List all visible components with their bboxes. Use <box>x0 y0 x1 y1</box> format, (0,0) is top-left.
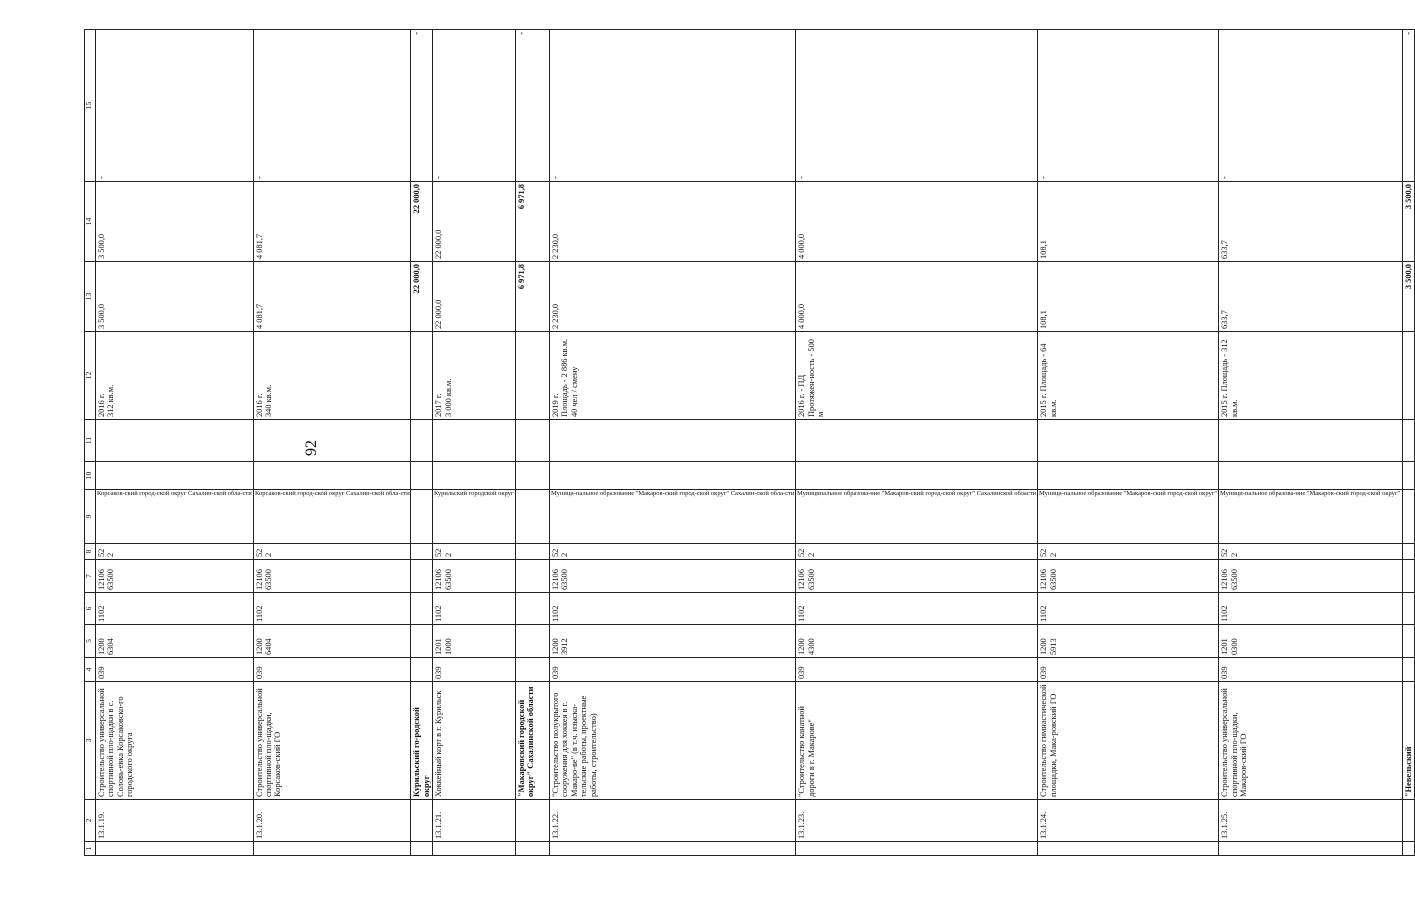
empty-cell <box>253 842 411 856</box>
empty-cell <box>515 625 549 658</box>
empty-cell <box>411 800 433 842</box>
table-row <box>96 30 254 856</box>
empty-cell <box>411 842 433 856</box>
expense-code: 522 <box>549 544 795 560</box>
col-number: 10 <box>85 462 96 490</box>
col-number: 4 <box>85 658 96 682</box>
year-capacity: 2015 г. Площадь - 64 кв.м. <box>1038 332 1219 420</box>
empty-cell <box>549 462 795 490</box>
table-row <box>253 30 411 856</box>
year-capacity: 2016 г. 312 кв.м. <box>96 332 254 420</box>
group-next: - <box>515 30 549 182</box>
year-capacity: 2019 г. Площадь - 2 886 кв.м. 40 чел / смену <box>549 332 795 420</box>
target-code: 12106 63500 <box>96 560 254 593</box>
group-row <box>1402 30 1414 856</box>
empty-cell <box>796 462 1038 490</box>
amount-next: - <box>253 30 411 182</box>
ministry-code: 039 <box>1219 658 1402 682</box>
group-next: - <box>411 30 433 182</box>
col-number: 15 <box>85 30 96 182</box>
expense-code: 522 <box>253 544 411 560</box>
amount-total: 108,1 <box>1038 262 1219 332</box>
col-number: 9 <box>85 490 96 544</box>
page-number: 92 <box>303 440 320 456</box>
table-row <box>549 30 795 856</box>
object-code: 1201 1000 <box>433 625 516 658</box>
ministry-code: 039 <box>96 658 254 682</box>
empty-cell <box>1402 420 1414 462</box>
empty-cell <box>515 658 549 682</box>
item-number: 13.1.21. <box>433 800 516 842</box>
target-code: 12106 63500 <box>1038 560 1219 593</box>
empty-cell <box>1402 625 1414 658</box>
ministry-code: 039 <box>433 658 516 682</box>
empty-cell <box>411 420 433 462</box>
group-year: 22 000,0 <box>411 182 433 262</box>
amount-year: 22 000,0 <box>433 182 516 262</box>
amount-next: - <box>96 30 254 182</box>
object-name: Хоккейный корт в г. Курильск <box>433 682 516 800</box>
amount-total: 4 081,7 <box>253 262 411 332</box>
municipality: Муниципальное образова-ние "Макаров-ский город-ской округ" Сахалинской области <box>796 490 1038 544</box>
municipality: Курильский городской округ <box>433 490 516 544</box>
empty-cell <box>515 544 549 560</box>
col-number: 5 <box>85 625 96 658</box>
empty-cell <box>1038 842 1219 856</box>
empty-cell <box>515 842 549 856</box>
ministry-code: 039 <box>1038 658 1219 682</box>
col-number: 14 <box>85 182 96 262</box>
empty-cell <box>796 420 1038 462</box>
empty-cell <box>515 490 549 544</box>
empty-cell <box>411 544 433 560</box>
amount-total: 22 000,0 <box>433 262 516 332</box>
year-capacity: 2015 г. Площадь - 312 кв.м. <box>1219 332 1402 420</box>
table-row <box>433 30 516 856</box>
item-number: 13.1.24. <box>1038 800 1219 842</box>
amount-year: 633,7 <box>1219 182 1402 262</box>
year-capacity: 2017 г. 3 000 кв.м. <box>433 332 516 420</box>
target-code: 12106 63500 <box>549 560 795 593</box>
empty-cell <box>1219 420 1402 462</box>
amount-year: 108,1 <box>1038 182 1219 262</box>
empty-cell <box>411 560 433 593</box>
empty-cell <box>515 332 549 420</box>
ministry-code: 039 <box>253 658 411 682</box>
target-code: 12106 63500 <box>1219 560 1402 593</box>
amount-next: - <box>549 30 795 182</box>
budget-table-sheet <box>84 30 1413 856</box>
item-number: 13.1.25. <box>1219 800 1402 842</box>
item-number: 13.1.22. <box>549 800 795 842</box>
section-code: 1102 <box>549 593 795 625</box>
group-total: 6 971,8 <box>515 262 549 332</box>
section-code: 1102 <box>1038 593 1219 625</box>
column-number-row <box>85 30 96 856</box>
table-row <box>1038 30 1219 856</box>
empty-cell <box>411 625 433 658</box>
empty-cell <box>1402 462 1414 490</box>
col-number: 2 <box>85 800 96 842</box>
empty-cell <box>1219 462 1402 490</box>
amount-year: 2 230,0 <box>549 182 795 262</box>
empty-cell <box>253 420 411 462</box>
target-code: 12106 63500 <box>433 560 516 593</box>
amount-total: 3 500,0 <box>96 262 254 332</box>
amount-next: - <box>433 30 516 182</box>
group-name: Курильский го-родской округ <box>411 682 433 800</box>
group-row <box>515 30 549 856</box>
empty-cell <box>796 842 1038 856</box>
empty-cell <box>96 842 254 856</box>
empty-cell <box>1402 560 1414 593</box>
expense-code: 522 <box>1038 544 1219 560</box>
amount-next: - <box>796 30 1038 182</box>
object-name: Строительство гимнастической площадки, Мака-ровский ГО <box>1038 682 1219 800</box>
group-name: "Невельский <box>1402 682 1414 800</box>
budget-table <box>84 29 1415 856</box>
col-number: 3 <box>85 682 96 800</box>
group-year: 3 500,0 <box>1402 182 1414 262</box>
object-name: Строительство универсальной спортивной пло-щадки, Макаров-ский ГО <box>1219 682 1402 800</box>
empty-cell <box>1402 842 1414 856</box>
expense-code: 522 <box>796 544 1038 560</box>
item-number: 13.1.23. <box>796 800 1038 842</box>
empty-cell <box>411 332 433 420</box>
group-row <box>411 30 433 856</box>
empty-cell <box>1038 462 1219 490</box>
empty-cell <box>96 462 254 490</box>
table-row <box>796 30 1038 856</box>
object-code: 1200 3912 <box>549 625 795 658</box>
object-name: "Строительство канатной дороги в г. Макарове" <box>796 682 1038 800</box>
object-code: 1200 6304 <box>96 625 254 658</box>
expense-code: 522 <box>1219 544 1402 560</box>
empty-cell <box>549 420 795 462</box>
municipality: Муници-пальное образование "Макаров-ский город-ской округ" Сахалин-ской обла-сти <box>549 490 795 544</box>
table-row <box>1219 30 1402 856</box>
col-number: 12 <box>85 332 96 420</box>
empty-cell <box>1402 658 1414 682</box>
object-code: 1201 0300 <box>1219 625 1402 658</box>
empty-cell <box>1402 800 1414 842</box>
object-code: 1200 6404 <box>253 625 411 658</box>
municipality: Корсаков-ский город-ской округ Сахалин-ской обла-сти <box>253 490 411 544</box>
empty-cell <box>433 462 516 490</box>
empty-cell <box>549 842 795 856</box>
empty-cell <box>1402 332 1414 420</box>
amount-next: - <box>1038 30 1219 182</box>
amount-total: 4 000,0 <box>796 262 1038 332</box>
section-code: 1102 <box>433 593 516 625</box>
item-number: 13.1.19. <box>96 800 254 842</box>
year-capacity: 2016 г. - ПД Протяжен-ность - 500 м <box>796 332 1038 420</box>
empty-cell <box>1402 544 1414 560</box>
col-number: 13 <box>85 262 96 332</box>
col-number: 8 <box>85 544 96 560</box>
expense-code: 522 <box>96 544 254 560</box>
amount-total: 2 230,0 <box>549 262 795 332</box>
empty-cell <box>411 490 433 544</box>
empty-cell <box>433 420 516 462</box>
object-code: 1200 4300 <box>796 625 1038 658</box>
empty-cell <box>1402 593 1414 625</box>
group-total: 22 000,0 <box>411 262 433 332</box>
object-name: "Строительство полукрытого сооружения для хоккея в г. Макаро-ве" (в т.ч. изыска-тельские работы, проектные работы, строительство) <box>549 682 795 800</box>
object-name: Строительство универсальной спортивной пло-щадки, Корсаков-ский ГО <box>253 682 411 800</box>
year-capacity: 2016 г. 340 кв.м. <box>253 332 411 420</box>
empty-cell <box>411 462 433 490</box>
empty-cell <box>411 658 433 682</box>
group-name: "Макаровский городской округ" Сахалинской области <box>515 682 549 800</box>
empty-cell <box>515 593 549 625</box>
group-next: - <box>1402 30 1414 182</box>
section-code: 1102 <box>796 593 1038 625</box>
amount-year: 4 000,0 <box>796 182 1038 262</box>
group-year: 6 971,8 <box>515 182 549 262</box>
empty-cell <box>515 800 549 842</box>
col-number: 1 <box>85 842 96 856</box>
section-code: 1102 <box>96 593 254 625</box>
empty-cell <box>433 842 516 856</box>
empty-cell <box>1219 842 1402 856</box>
object-code: 1200 5913 <box>1038 625 1219 658</box>
expense-code: 522 <box>433 544 516 560</box>
col-number: 6 <box>85 593 96 625</box>
ministry-code: 039 <box>796 658 1038 682</box>
ministry-code: 039 <box>549 658 795 682</box>
municipality: Муници-пальное образование "Макаров-ский город-ской округ" <box>1038 490 1219 544</box>
section-code: 1102 <box>1219 593 1402 625</box>
empty-cell <box>515 560 549 593</box>
amount-next: - <box>1219 30 1402 182</box>
section-code: 1102 <box>253 593 411 625</box>
group-total: 3 500,0 <box>1402 262 1414 332</box>
empty-cell <box>411 593 433 625</box>
empty-cell <box>253 462 411 490</box>
target-code: 12106 63500 <box>253 560 411 593</box>
empty-cell <box>1402 490 1414 544</box>
target-code: 12106 63500 <box>796 560 1038 593</box>
col-number: 11 <box>85 420 96 462</box>
col-number: 7 <box>85 560 96 593</box>
empty-cell <box>1038 420 1219 462</box>
empty-cell <box>515 420 549 462</box>
amount-total: 633,7 <box>1219 262 1402 332</box>
amount-year: 4 081,7 <box>253 182 411 262</box>
municipality: Муници-пальное образова-ние "Макаров-ский город-ской округ" <box>1219 490 1402 544</box>
empty-cell <box>515 462 549 490</box>
municipality: Корсаков-ский город-ской округ Сахалин-ской обла-сти <box>96 490 254 544</box>
object-name: Строительство универсальной спортивной пло-щадки в с. Соловь-евка Корсаковско-го городского округа <box>96 682 254 800</box>
item-number: 13.1.20. <box>253 800 411 842</box>
empty-cell <box>96 420 254 462</box>
amount-year: 3 500,0 <box>96 182 254 262</box>
